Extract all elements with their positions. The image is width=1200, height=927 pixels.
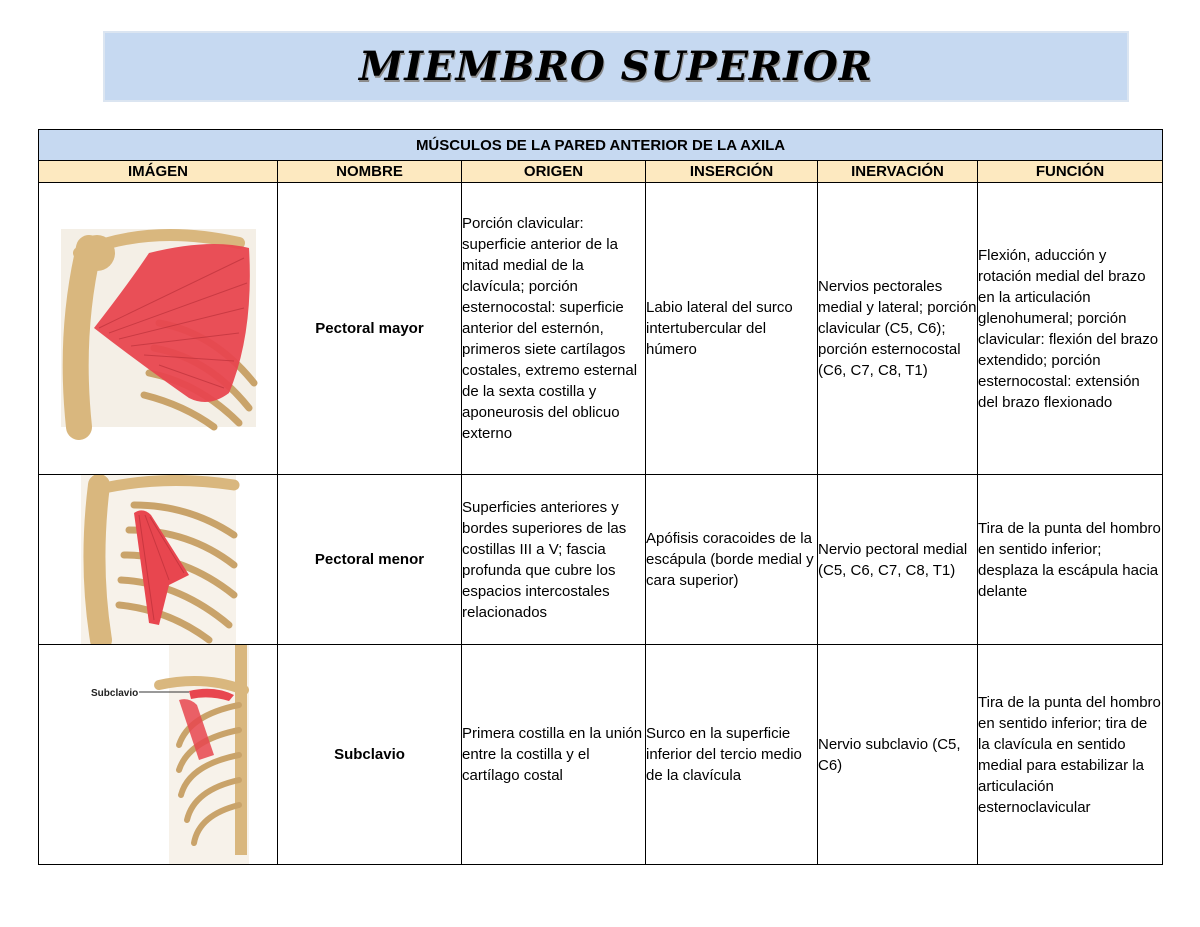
insertion-text: Surco en la superficie inferior del tercio medio de la clavícula <box>646 645 818 865</box>
origin-text: Superficies anteriores y bordes superiores de las costillas III a V; fascia profunda que cubre los espacios intercostales relacionados <box>462 475 646 645</box>
table-row <box>39 645 1163 865</box>
function-text: Tira de la punta del hombro en sentido inferior; tira de la clavícula en sentido medial para estabilizar la articulación esternoclavicular <box>978 645 1163 865</box>
title-banner <box>103 31 1129 102</box>
table-row <box>39 183 1163 475</box>
column-header-origen: ORIGEN <box>462 161 646 183</box>
column-header-funcion: FUNCIÓN <box>978 161 1163 183</box>
innervation-text: Nervios pectorales medial y lateral; porción clavicular (C5, C6); porción esternocostal (C6, C7, C8, T1) <box>818 183 978 475</box>
column-header-inervacion: INERVACIÓN <box>818 161 978 183</box>
image-cell <box>39 183 278 475</box>
origin-text: Porción clavicular: superficie anterior de la mitad medial de la clavícula; porción esternocostal: superficie anterior del esternón, primeros siete cartílagos costales, extremo esternal de la sexta costilla y aponeurosis del oblicuo externo <box>462 183 646 475</box>
page-title: MIEMBRO SUPERIOR <box>359 43 873 90</box>
column-header-imagen: IMÁGEN <box>39 161 278 183</box>
column-header-insercion: INSERCIÓN <box>646 161 818 183</box>
function-text: Tira de la punta del hombro en sentido inferior; desplaza la escápula hacia delante <box>978 475 1163 645</box>
pectoral-mayor-illustration <box>39 183 277 474</box>
muscles-table <box>38 129 1163 865</box>
innervation-text: Nervio pectoral medial (C5, C6, C7, C8, T1) <box>818 475 978 645</box>
column-header-row <box>39 161 1163 183</box>
subclavio-image-label: Subclavio <box>91 688 139 699</box>
muscle-name: Pectoral mayor <box>278 183 462 475</box>
column-header-nombre: NOMBRE <box>278 161 462 183</box>
section-header-row <box>39 130 1163 161</box>
origin-text: Primera costilla en la unión entre la costilla y el cartílago costal <box>462 645 646 865</box>
function-text: Flexión, aducción y rotación medial del brazo en la articulación glenohumeral; porción clavicular: flexión del brazo extendido; porción esternocostal: extensión del brazo flexionado <box>978 183 1163 475</box>
insertion-text: Labio lateral del surco intertubercular del húmero <box>646 183 818 475</box>
table-row <box>39 475 1163 645</box>
innervation-text: Nervio subclavio (C5, C6) <box>818 645 978 865</box>
image-cell <box>39 475 278 645</box>
image-cell <box>39 645 278 865</box>
pectoral-menor-illustration <box>39 475 277 644</box>
muscle-name: Subclavio <box>278 645 462 865</box>
section-title: MÚSCULOS DE LA PARED ANTERIOR DE LA AXILA <box>39 130 1163 161</box>
insertion-text: Apófisis coracoides de la escápula (borde medial y cara superior) <box>646 475 818 645</box>
subclavio-illustration <box>39 645 277 864</box>
muscle-name: Pectoral menor <box>278 475 462 645</box>
